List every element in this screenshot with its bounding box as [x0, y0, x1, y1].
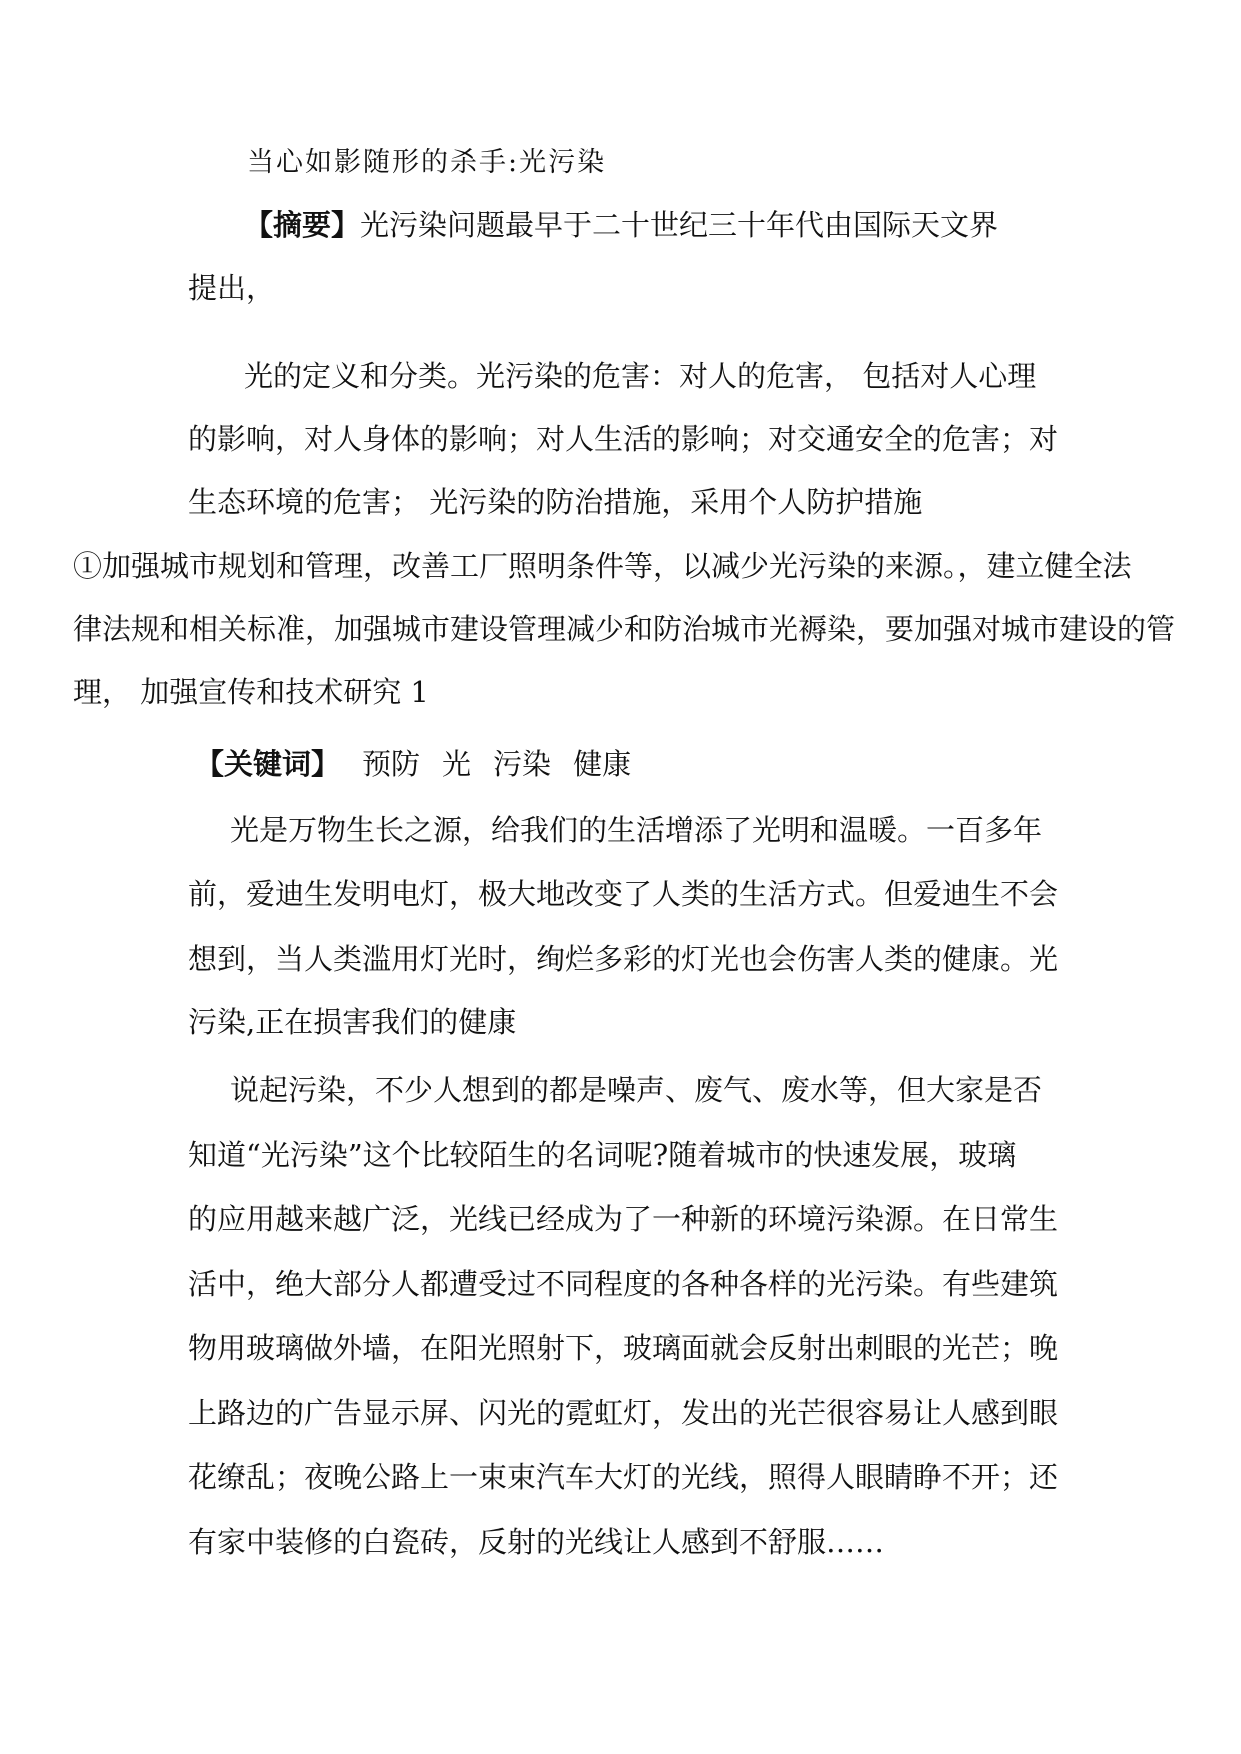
- document-title: 当心如影随形的杀手:光污染: [247, 147, 607, 178]
- abstract-line: 提出，: [188, 271, 276, 305]
- paragraph-line: 说起污染，不少人想到的都是噪声、废气、废水等，但大家是否: [230, 1073, 1043, 1107]
- keyword: 预防: [362, 747, 421, 781]
- abstract-line: 律法规和相关标准，加强城市建设管理减少和防治城市光褥染，要加强对城市建设的管: [73, 612, 1176, 646]
- keyword: 光: [442, 747, 472, 781]
- keywords-line: [195, 744, 631, 784]
- paragraph-line: 有家中装修的白瓷砖，反射的光线让人感到不舒服……: [188, 1525, 885, 1559]
- abstract-line: 光的定义和分类。光污染的危害：对人的危害， 包括对人心理: [244, 359, 1037, 393]
- paragraph-line: 的应用越来越广泛，光线已经成为了一种新的环境污染源。在日常生: [188, 1202, 1059, 1236]
- keywords-label: 【关键词】: [195, 747, 341, 781]
- abstract-text: 光污染问题最早于二十世纪三十年代由国际天文界: [360, 208, 999, 242]
- paragraph-line: 光是万物生长之源，给我们的生活增添了光明和温暖。一百多年: [230, 813, 1043, 847]
- abstract-line: ①加强城市规划和管理，改善工厂照明条件等，以减少光污染的来源。，建立健全法: [73, 549, 1132, 583]
- paragraph-line: 前，爱迪生发明电灯，极大地改变了人类的生活方式。但爱迪生不会: [188, 877, 1059, 911]
- keyword: 健康: [573, 747, 632, 781]
- paragraph-line: 污染,正在损害我们的健康: [188, 1005, 517, 1039]
- abstract-line: [244, 205, 998, 245]
- abstract-line: 生态环境的危害； 光污染的防治措施，采用个人防护措施: [188, 485, 923, 519]
- paragraph-line: 想到，当人类滥用灯光时，绚烂多彩的灯光也会伤害人类的健康。光: [188, 942, 1059, 976]
- keyword: 污染: [493, 747, 552, 781]
- paragraph-line: 知道“光污染”这个比较陌生的名词呢?随着城市的快速发展，玻璃: [188, 1138, 1017, 1172]
- paragraph-line: 物用玻璃做外墙，在阳光照射下，玻璃面就会反射出刺眼的光芒；晚: [188, 1331, 1059, 1365]
- abstract-label: 【摘要】: [244, 208, 361, 242]
- paragraph-line: 上路边的广告显示屏、闪光的霓虹灯，发出的光芒很容易让人感到眼: [188, 1396, 1059, 1430]
- paragraph-line: 活中，绝大部分人都遭受过不同程度的各种各样的光污染。有些建筑: [188, 1267, 1059, 1301]
- abstract-line: 理， 加强宣传和技术研究 1: [73, 675, 429, 709]
- paragraph-line: 花缭乱；夜晚公路上一束束汽车大灯的光线，照得人眼睛睁不开；还: [188, 1460, 1059, 1494]
- abstract-line: 的影响，对人身体的影响；对人生活的影响；对交通安全的危害；对: [188, 422, 1059, 456]
